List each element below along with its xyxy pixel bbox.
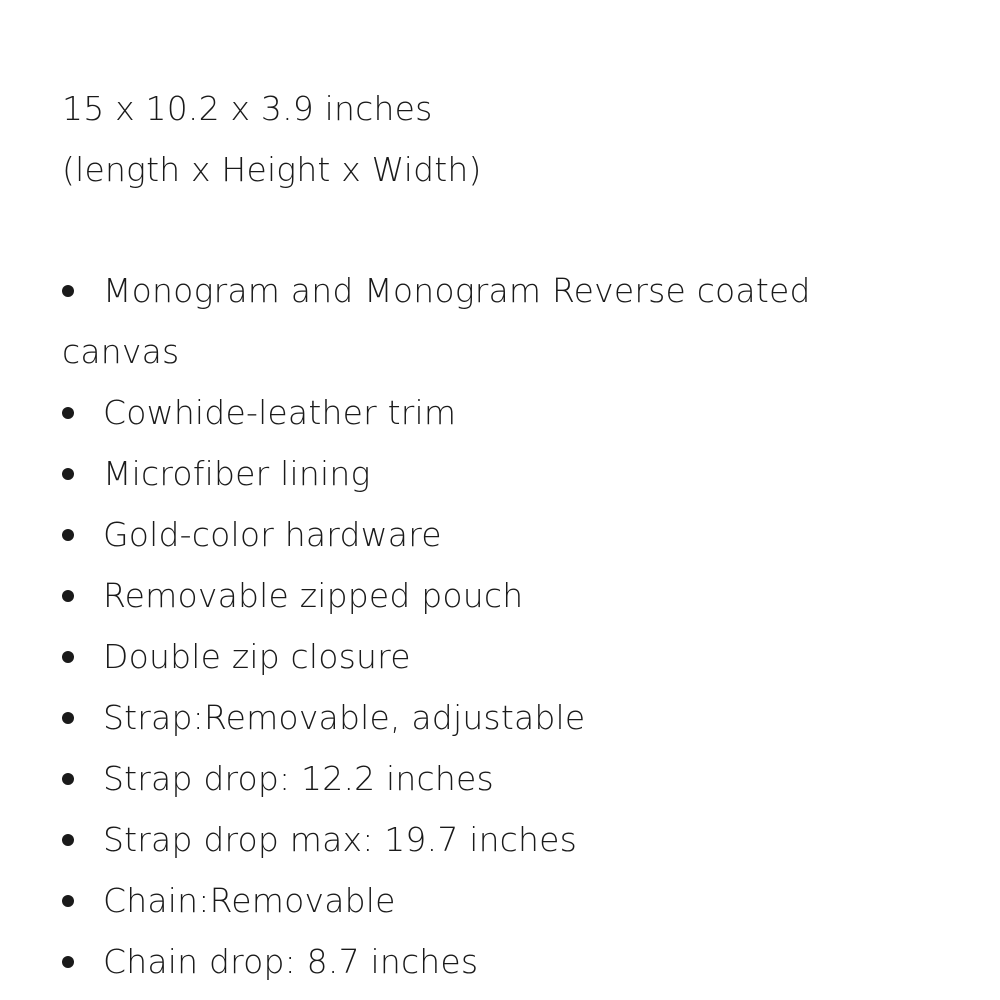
list-item-text: Strap drop: 12.2 inches xyxy=(103,759,494,798)
list-item-text: Monogram and Monogram Reverse coated xyxy=(103,271,811,310)
list-item xyxy=(62,870,962,931)
bullet-icon xyxy=(62,590,74,602)
bullet-icon xyxy=(62,407,74,419)
list-item-text: Removable zipped pouch xyxy=(103,576,524,615)
bullet-icon xyxy=(62,285,74,297)
list-item-text: Chain drop: 8.7 inches xyxy=(103,942,479,981)
list-item-text: Microfiber lining xyxy=(103,454,371,493)
bullet-icon xyxy=(62,529,74,541)
list-item-text: Strap drop max: 19.7 inches xyxy=(103,820,578,859)
section-spacer xyxy=(62,200,962,260)
product-specs xyxy=(62,78,962,992)
list-item xyxy=(62,382,962,443)
list-item xyxy=(62,687,962,748)
bullet-icon xyxy=(62,468,74,480)
bullet-icon xyxy=(62,956,74,968)
list-item-text: Chain:Removable xyxy=(103,881,396,920)
feature-list xyxy=(62,260,962,992)
bullet-icon xyxy=(62,834,74,846)
list-item-text: Cowhide-leather trim xyxy=(103,393,457,432)
dimensions-axes: (length x Height x Width) xyxy=(62,150,482,189)
list-item xyxy=(62,443,962,504)
bullet-icon xyxy=(62,712,74,724)
list-item xyxy=(62,260,962,382)
list-item xyxy=(62,748,962,809)
list-item xyxy=(62,809,962,870)
bullet-icon xyxy=(62,773,74,785)
list-item-text: Strap:Removable, adjustable xyxy=(103,698,586,737)
bullet-icon xyxy=(62,651,74,663)
list-item xyxy=(62,931,962,992)
list-item-text: Gold-color hardware xyxy=(103,515,442,554)
list-item-text: Double zip closure xyxy=(103,637,411,676)
list-item xyxy=(62,504,962,565)
list-item xyxy=(62,565,962,626)
bullet-icon xyxy=(62,895,74,907)
dimensions-measurements: 15 x 10.2 x 3.9 inches xyxy=(62,89,433,128)
list-item xyxy=(62,626,962,687)
list-item-text-continued: canvas xyxy=(62,332,180,371)
